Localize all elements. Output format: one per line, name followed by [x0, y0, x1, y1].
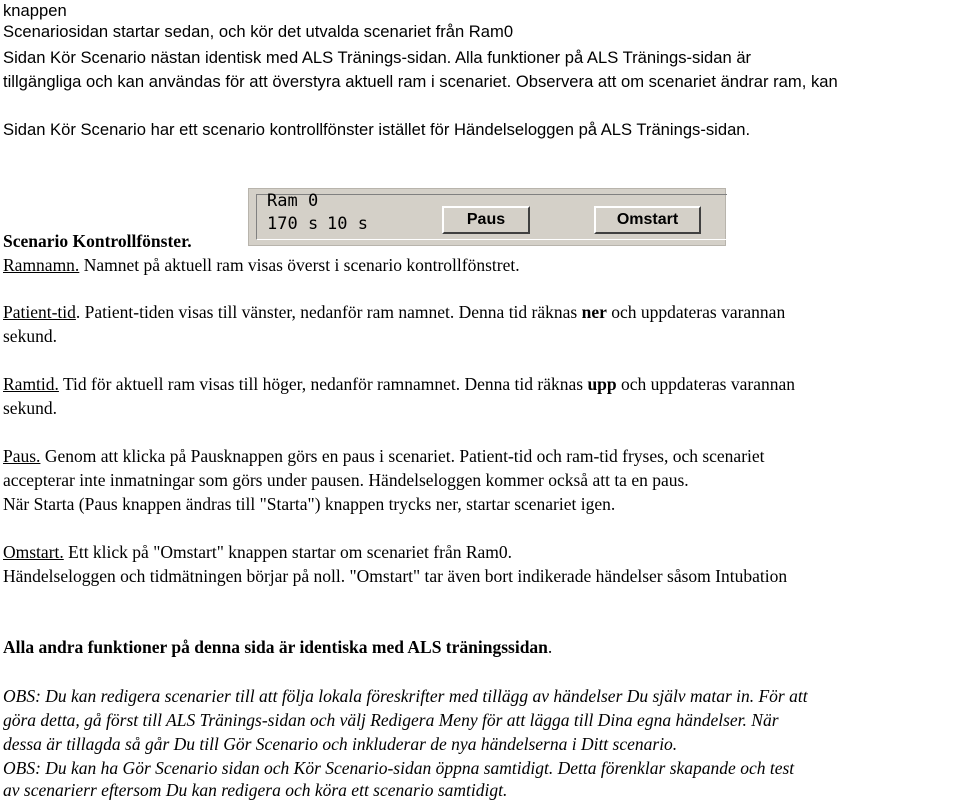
restart-button[interactable]: Omstart	[594, 206, 701, 234]
ramtid-text: och uppdateras varannan	[616, 374, 795, 394]
paus-text: Genom att klicka på Pausknappen görs en paus i scenariet. Patient-tid och ram-tid fryses, och scenariet	[40, 446, 765, 466]
scenario-control-panel	[248, 188, 726, 246]
patient-text: . Patient-tiden visas till vänster, nedanför ram namnet. Denna tid räknas	[75, 302, 582, 322]
ramnamn-term: Ramnamn.	[3, 255, 80, 275]
omstart-text: Ett klick på "Omstart" knappen startar om scenariet från Ram0.	[63, 542, 513, 562]
scenario-heading: Scenario Kontrollfönster.	[3, 231, 192, 251]
text-line: knappen	[3, 1, 67, 20]
patient-text: och uppdateras varannan	[606, 302, 786, 322]
ramtid-term: Ramtid.	[3, 374, 59, 394]
note-line: av scenarierr eftersom Du kan redigera och köra ett scenario samtidigt.	[3, 780, 508, 800]
paus-term: Paus.	[3, 446, 41, 466]
note-line: OBS: Du kan redigera scenarier till att följa lokala föreskrifter med tillägg av händelser Du själv matar in. För att	[3, 686, 808, 706]
omstart-paragraph	[3, 541, 512, 563]
patient-paragraph	[3, 301, 785, 323]
frame-time-label: 10 s	[327, 214, 368, 234]
ramtid-text: Tid för aktuell ram visas till höger, nedanför ramnamnet. Denna tid räknas	[58, 374, 588, 394]
text-line: När Starta (Paus knappen ändras till "Starta") knappen trycks ner, startar scenariet igen.	[3, 494, 616, 514]
omstart-term: Omstart.	[3, 542, 64, 562]
text-line: accepterar inte inmatningar som görs under pausen. Händelseloggen kommer också att ta en paus.	[3, 470, 689, 490]
note-line: dessa är tillagda så går Du till Gör Scenario och inkluderar de nya händelserna i Ditt scenario.	[3, 734, 678, 754]
note-line: göra detta, gå först till ALS Tränings-sidan och välj Redigera Meny för att lägga till Dina egna händelser. När	[3, 710, 779, 730]
summary-bold: Alla andra funktioner på denna sida är identiska med ALS träningssidan	[3, 637, 548, 657]
text-line: Scenariosidan startar sedan, och kör det utvalda scenariet från Ram0	[3, 22, 514, 41]
summary-paragraph	[3, 636, 552, 658]
pause-button[interactable]: Paus	[442, 206, 530, 234]
text-line: Händelseloggen och tidmätningen börjar på noll. "Omstart" tar även bort indikerade händelser såsom Intubation	[3, 566, 788, 586]
text-line: sekund.	[3, 326, 57, 346]
note-line: OBS: Du kan ha Gör Scenario sidan och Kör Scenario-sidan öppna samtidigt. Detta förenklar skapande och test	[3, 758, 795, 778]
ramnamn-paragraph	[3, 254, 520, 276]
text-line: Sidan Kör Scenario har ett scenario kontrollfönster istället för Händelseloggen på ALS Tränings-sidan.	[3, 120, 751, 139]
patient-time-label: 170 s	[267, 214, 319, 234]
text-line: sekund.	[3, 398, 57, 418]
patient-bold: ner	[581, 302, 607, 322]
summary-end: .	[547, 637, 553, 657]
ramtid-paragraph	[3, 373, 795, 395]
ramtid-bold: upp	[587, 374, 617, 394]
patient-term: Patient-tid	[3, 302, 76, 322]
ramnamn-text: Namnet på aktuell ram visas överst i scenario kontrollfönstret.	[79, 255, 520, 275]
paus-paragraph	[3, 445, 765, 467]
frame-name-label: Ram 0	[267, 191, 319, 211]
text-line: Sidan Kör Scenario nästan identisk med ALS Tränings-sidan. Alla funktioner på ALS Tränings-sidan är	[3, 48, 752, 67]
text-line: tillgängliga och kan användas för att överstyra aktuell ram i scenariet. Observera att om scenariet ändrar ram, kan	[3, 72, 838, 91]
